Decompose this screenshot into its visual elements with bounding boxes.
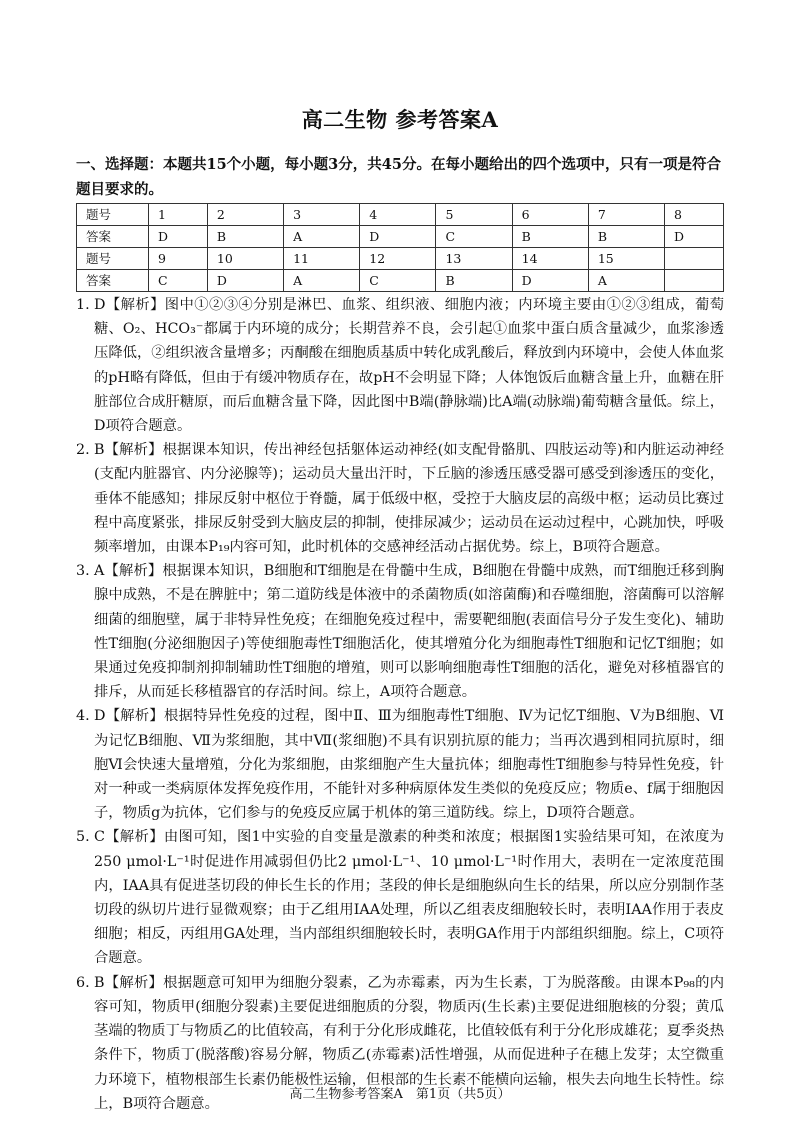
table-cell: C [436, 226, 512, 248]
table-cell: 14 [512, 248, 588, 270]
table-row [77, 226, 724, 248]
table-cell: D [207, 270, 283, 292]
table-cell: B [588, 226, 664, 248]
item-text: D【解析】图中①②③④分别是淋巴、血浆、组织液、细胞内液；内环境主要由①②③组成，葡萄糖、O₂、HCO₃⁻都属于内环境的成分；长期营养不良，会引起①血浆中蛋白质含量减少，血浆渗透压降低，②组织液含量增多；丙酮酸在细胞质基质中转化成乳酸后，释放到内环境中，会使人体血浆的pH略有降低，但由于有缓冲物质存在，故pH不会明显下降；人体饱饭后血糖含量上升，血糖在肝脏部位合成肝糖原，而后血糖含量下降，因此图中B端(静脉端)比A端(动脉端)葡萄糖含量低。综上，D项符合题意。 [94, 297, 724, 435]
table-row-header: 题号 [77, 204, 149, 226]
table-cell: 7 [588, 204, 664, 226]
table-row-header: 题号 [77, 248, 149, 270]
table-cell: 12 [360, 248, 436, 270]
table-cell: B [512, 226, 588, 248]
table-cell: 5 [436, 204, 512, 226]
table-cell: C [360, 270, 436, 292]
table-cell: 11 [284, 248, 360, 270]
item-number: 1. [76, 297, 90, 313]
table-cell: 13 [436, 248, 512, 270]
page-footer: 高二生物参考答案A 第1页（共5页） [289, 1087, 511, 1102]
table-row-header: 答案 [77, 226, 149, 248]
table-cell: B [436, 270, 512, 292]
table-cell: 9 [149, 248, 208, 270]
table-row [77, 204, 724, 226]
item-number: 6. [76, 974, 90, 991]
list-item [76, 704, 724, 825]
table-cell: D [665, 226, 724, 248]
table-row [77, 270, 724, 292]
table-cell: B [207, 226, 283, 248]
table-row-header: 答案 [77, 270, 149, 292]
list-item [76, 293, 724, 438]
table-cell: A [588, 270, 664, 292]
table-cell [665, 248, 724, 270]
table-cell: 4 [360, 204, 436, 226]
page-title: 高二生物 参考答案A [301, 107, 499, 132]
table-cell: C [149, 270, 208, 292]
item-number: 5. [76, 829, 90, 846]
table-cell: 10 [207, 248, 283, 270]
item-text: B【解析】根据课本知识，传出神经包括躯体运动神经(如支配骨骼肌、四肢运动等)和内脏运动神经(支配内脏器官、内分泌腺等)；运动员大量出汗时，下丘脑的渗透压感受器可感受到渗透压的变化，垂体不能感知；排尿反射中枢位于脊髓，属于低级中枢，受控于大脑皮层的高级中枢；运动员比赛过程中高度紧张，排尿反射受到大脑皮层的抑制，使排尿减少；运动员在运动过程中，心跳加快，呼吸频率增加，由课本P₁₉内容可知，此时机体的交感神经活动占据优势。综上，B项符合题意。 [94, 442, 724, 556]
table-row [77, 248, 724, 270]
item-number: 4. [76, 708, 90, 725]
item-text: D【解析】根据特异性免疫的过程，图中Ⅱ、Ⅲ为细胞毒性T细胞、Ⅳ为记忆T细胞、Ⅴ为B细胞、Ⅵ为记忆B细胞、Ⅶ为浆细胞，其中Ⅶ(浆细胞)不具有识别抗原的能力；当再次遇到相同抗原时，细胞Ⅵ会快速大量增殖，分化为浆细胞，由浆细胞产生大量抗体；细胞毒性T细胞参与特异性免疫，针对一种或一类病原体发挥免疫作用，不能针对多种病原体发生类似的免疫反应；物质e、f属于细胞因子，物质g为抗体，它们参与的免疫反应属于机体的第三道防线。综上，D项符合题意。 [94, 708, 724, 822]
item-text: B【解析】根据题意可知甲为细胞分裂素，乙为赤霉素，丙为生长素，丁为脱落酸。由课本P₉₈的内容可知，物质甲(细胞分裂素)主要促进细胞质的分裂，物质丙(生长素)主要促进细胞核的分裂；黄瓜茎端的物质丁与物质乙的比值较高，有利于分化形成雌花，比值较低有利于分化形成雄花；夏季炎热条件下，物质丁(脱落酸)容易分解，物质乙(赤霉素)活性增强，从而促进种子在穗上发芽；太空微重力环境下，植物根部生长素仍能极性运输，但根部的生长素不能横向运输，根失去向地生长特性。综上，B项符合题意。 [94, 974, 724, 1112]
table-cell: A [284, 226, 360, 248]
table-cell: 1 [149, 204, 208, 226]
table-cell: A [284, 270, 360, 292]
table-cell: 6 [512, 204, 588, 226]
explanation-list [76, 293, 724, 1116]
table-cell [665, 270, 724, 292]
list-item [76, 438, 724, 559]
table-cell: 2 [207, 204, 283, 226]
section-heading: 一、选择题：本题共15个小题，每小题3分，共45分。在每小题给出的四个选项中，只有一项是符合题目要求的。 [76, 156, 721, 198]
list-item [76, 825, 724, 970]
list-item [76, 559, 724, 704]
table-cell: 15 [588, 248, 664, 270]
table-cell: 8 [665, 204, 724, 226]
table-cell: D [360, 226, 436, 248]
item-number: 3. [76, 563, 90, 580]
table-cell: D [512, 270, 588, 292]
item-text: C【解析】由图可知，图1中实验的自变量是激素的种类和浓度；根据图1实验结果可知，在浓度为250 μmol·L⁻¹时促进作用减弱但仍比2 μmol·L⁻¹、10 μmol·L⁻¹时作用大，表明在一定浓度范围内，IAA具有促进茎切段的伸长生长的作用；茎段的伸长是细胞纵向生长的结果，所以应分别制作茎切段的纵切片进行显微观察；由于乙组用IAA处理，所以乙组表皮细胞较长时，表明IAA作用于表皮细胞；相反，丙组用GA处理，当内部组织细胞较长时，表明GA作用于内部组织细胞。综上，C项符合题意。 [94, 829, 724, 967]
table-cell: 3 [284, 204, 360, 226]
item-text: A【解析】根据课本知识，B细胞和T细胞是在骨髓中生成，B细胞在骨髓中成熟，而T细胞迁移到胸腺中成熟，不是在脾脏中；第二道防线是体液中的杀菌物质(如溶菌酶)和吞噬细胞，溶菌酶可以溶解细菌的细胞壁，属于非特异性免疫；在细胞免疫过程中，需要靶细胞(表面信号分子发生变化)、辅助性T细胞(分泌细胞因子)等使细胞毒性T细胞活化，使其增殖分化为细胞毒性T细胞和记忆T细胞；如果通过免疫抑制剂抑制辅助性T细胞的增殖，则可以影响细胞毒性T细胞的活化，避免对移植器官的排斥，从而延长移植器官的存活时间。综上，A项符合题意。 [94, 563, 724, 701]
table-cell: D [149, 226, 208, 248]
answer-table [76, 203, 724, 292]
item-number: 2. [76, 442, 90, 459]
